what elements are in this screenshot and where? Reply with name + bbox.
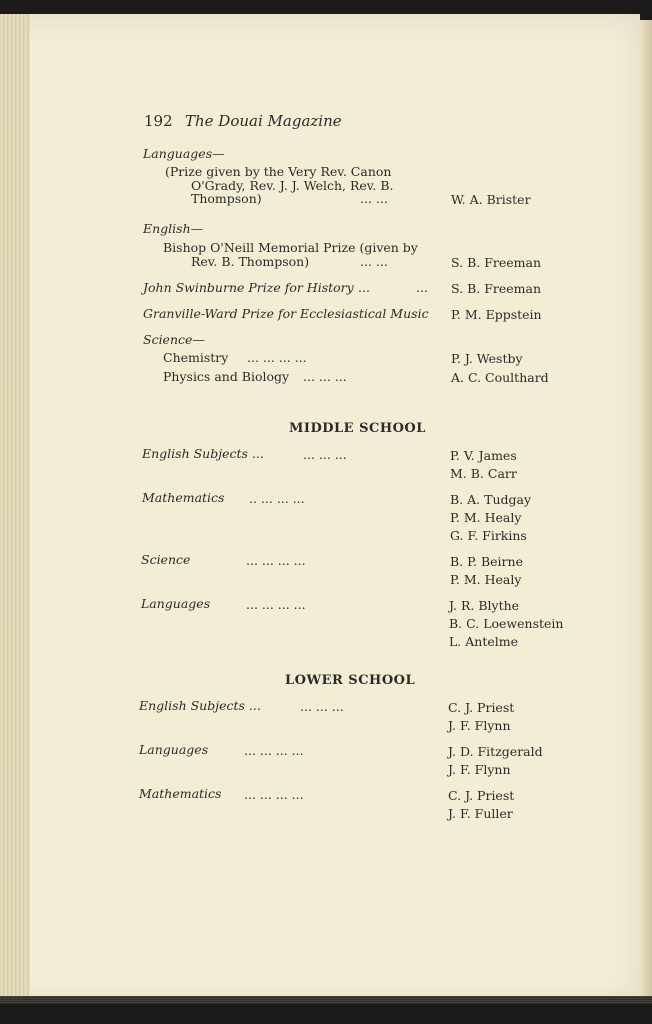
english-desc-line2: Rev. B. Thompson): [191, 254, 310, 269]
middle-maths-winner-2: P. M. Healy: [450, 510, 522, 525]
lower-english-dots: ... ... ...: [300, 699, 344, 714]
swinburne-winner: S. B. Freeman: [451, 281, 541, 296]
english-dots: ... ...: [360, 254, 388, 269]
chemistry-winner: P. J. Westby: [451, 351, 523, 366]
lower-english-winner-2: J. F. Flynn: [448, 718, 511, 733]
middle-languages-winner-1: J. R. Blythe: [449, 598, 520, 613]
english-heading: English—: [143, 221, 204, 236]
languages-winner: W. A. Brister: [451, 192, 531, 207]
chemistry-dots: ... ... ... ...: [247, 350, 307, 365]
lower-english-winner-1: C. J. Priest: [448, 700, 515, 715]
middle-maths-label: Mathematics: [142, 490, 225, 505]
lower-languages-label: Languages: [139, 742, 209, 757]
page-number: 192: [144, 112, 173, 130]
page-edge-left: [0, 14, 30, 1004]
middle-science-label: Science: [141, 552, 191, 567]
lower-maths-dots: ... ... ... ...: [244, 787, 304, 802]
middle-languages-dots: ... ... ... ...: [246, 597, 306, 612]
physics-biology-label: Physics and Biology: [163, 369, 290, 384]
granville-winner: P. M. Eppstein: [451, 307, 542, 322]
middle-science-winner-2: P. M. Healy: [450, 572, 522, 587]
middle-languages-winner-3: L. Antelme: [449, 634, 518, 649]
middle-languages-label: Languages: [141, 596, 211, 611]
languages-desc-line1: (Prize given by the Very Rev. Canon: [165, 164, 392, 179]
swinburne-dots-2: ...: [416, 280, 428, 295]
middle-science-winner-1: B. P. Beirne: [450, 554, 523, 569]
middle-english-dots: ... ... ...: [303, 447, 347, 462]
middle-english-winner-1: P. V. James: [450, 448, 517, 463]
english-winner: S. B. Freeman: [451, 255, 541, 270]
lower-languages-winner-2: J. F. Flynn: [448, 762, 511, 777]
physics-biology-winner: A. C. Coulthard: [451, 370, 549, 385]
lower-maths-label: Mathematics: [139, 786, 222, 801]
book-page: [0, 14, 640, 1004]
page-edge-right: [640, 20, 652, 1000]
swinburne-prize-label: John Swinburne Prize for History: [143, 280, 354, 295]
lower-languages-winner-1: J. D. Fitzgerald: [448, 744, 543, 759]
middle-english-winner-2: M. B. Carr: [450, 466, 517, 481]
languages-dots: ... ...: [360, 191, 388, 206]
middle-maths-winner-1: B. A. Tudgay: [450, 492, 532, 507]
swinburne-dots: ...: [358, 280, 370, 295]
middle-languages-winner-2: B. C. Loewenstein: [449, 616, 564, 631]
lower-english-label: English Subjects ...: [139, 698, 261, 713]
lower-school-heading: LOWER SCHOOL: [285, 673, 416, 688]
physics-biology-dots: ... ... ...: [303, 369, 347, 384]
languages-desc-line3: Thompson): [191, 191, 262, 206]
page-bottom-edge: [0, 996, 652, 1004]
granville-prize-label: Granville-Ward Prize for Ecclesiastical Music: [143, 306, 429, 321]
lower-maths-winner-2: J. F. Fuller: [448, 806, 513, 821]
lower-languages-dots: ... ... ... ...: [244, 743, 304, 758]
middle-maths-winner-3: G. F. Firkins: [450, 528, 527, 543]
english-desc-line1: Bishop O'Neill Memorial Prize (given by: [163, 240, 418, 255]
languages-heading: Languages—: [143, 146, 225, 161]
science-heading: Science—: [143, 332, 205, 347]
middle-science-dots: ... ... ... ...: [246, 553, 306, 568]
lower-maths-winner-1: C. J. Priest: [448, 788, 515, 803]
running-title: The Douai Magazine: [185, 112, 342, 130]
middle-english-label: English Subjects ...: [142, 446, 264, 461]
middle-school-heading: MIDDLE SCHOOL: [289, 421, 426, 436]
chemistry-label: Chemistry: [163, 350, 229, 365]
languages-desc-line2: O'Grady, Rev. J. J. Welch, Rev. B.: [191, 178, 394, 193]
middle-maths-dots: .. ... ... ...: [249, 491, 305, 506]
